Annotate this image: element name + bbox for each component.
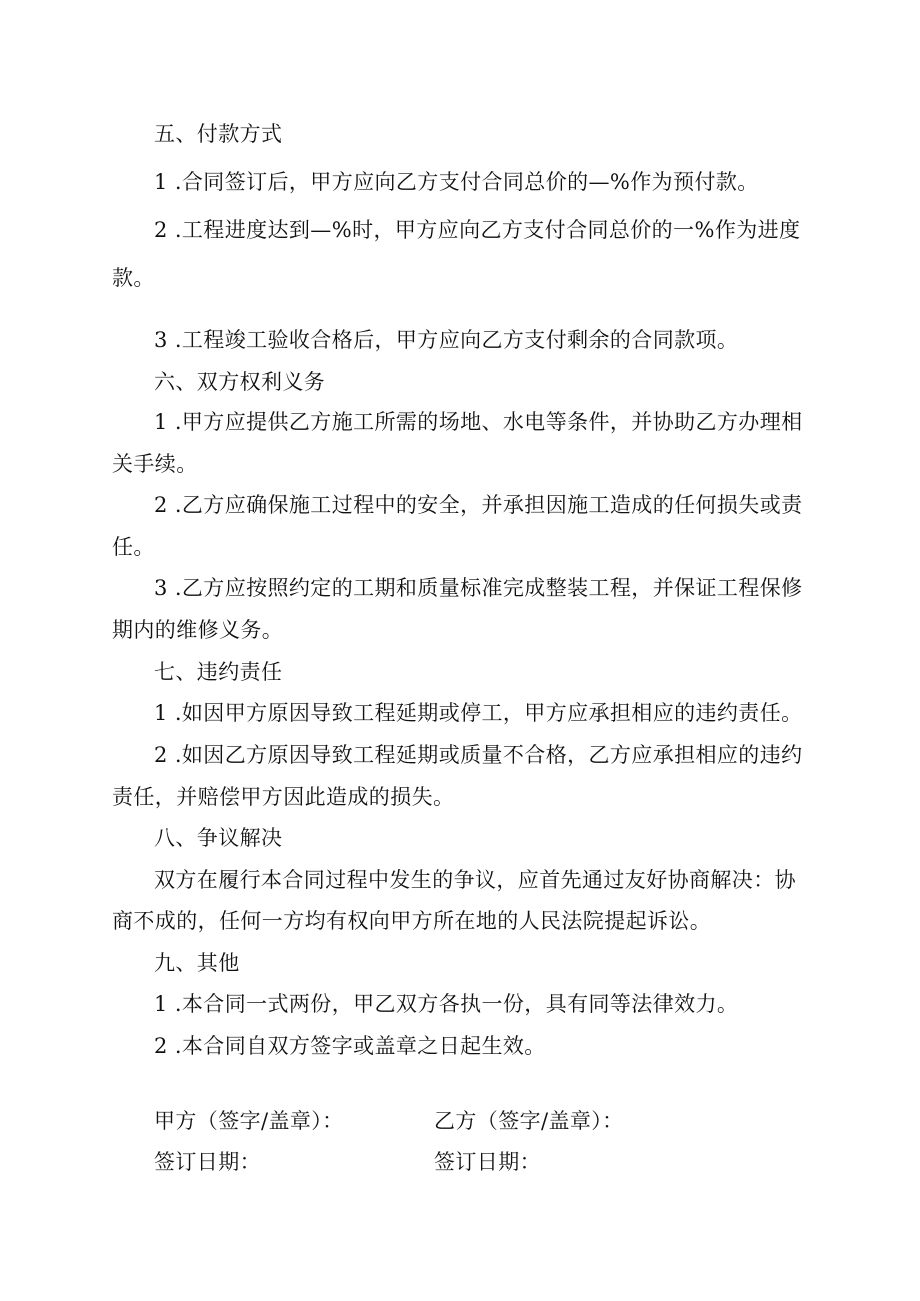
paragraph-line: 双方在履行本合同过程中发生的争议，应首先通过友好协商解决：协 (154, 868, 796, 892)
paragraph-line: 1 .合同签订后，甲方应向乙方支付合同总价的—%作为预付款。 (154, 170, 759, 194)
party-a-date-label: 签订日期： (154, 1150, 261, 1174)
paragraph-line: 任。 (112, 535, 155, 559)
party-a-signature-label: 甲方（签字/盖章）： (154, 1109, 344, 1133)
paragraph-line: 期内的维修义务。 (112, 618, 284, 642)
paragraph-line: 1 .如因甲方原因导致工程延期或停工，甲方应承担相应的违约责任。 (154, 701, 803, 725)
paragraph-line: 2 .乙方应确保施工过程中的安全，并承担因施工造成的任何损失或责 (154, 493, 803, 517)
party-b-signature-label: 乙方（签字/盖章）： (434, 1109, 624, 1133)
paragraph-line: 2 .本合同自双方签字或盖章之日起生效。 (154, 1034, 546, 1058)
section-heading-breach: 七、违约责任 (154, 660, 283, 684)
paragraph-line: 关手续。 (112, 452, 198, 476)
paragraph-line: 商不成的，任何一方均有权向甲方所在地的人民法院提起诉讼。 (112, 909, 712, 933)
paragraph-line: 责任，并赔偿甲方因此造成的损失。 (112, 785, 455, 809)
section-heading-payment: 五、付款方式 (154, 122, 283, 146)
paragraph-line: 1 .本合同一式两份，甲乙双方各执一份，具有同等法律效力。 (154, 992, 739, 1016)
party-b-date-label: 签订日期： (434, 1150, 541, 1174)
paragraph-line: 2 .如因乙方原因导致工程延期或质量不合格，乙方应承担相应的违约 (154, 743, 803, 767)
paragraph-line: 1 .甲方应提供乙方施工所需的场地、水电等条件，并协助乙方办理相 (154, 410, 803, 434)
paragraph-line: 款。 (112, 266, 155, 290)
section-heading-rights: 六、双方权利义务 (154, 370, 326, 394)
paragraph-line: 2 .工程进度达到—%时，甲方应向乙方支付合同总价的一%作为进度 (154, 218, 801, 242)
section-heading-other: 九、其他 (154, 951, 240, 975)
paragraph-line: 3 .乙方应按照约定的工期和质量标准完成整装工程，并保证工程保修 (154, 576, 803, 600)
paragraph-line: 3 .工程竣工验收合格后，甲方应向乙方支付剩余的合同款项。 (154, 328, 739, 352)
section-heading-dispute: 八、争议解决 (154, 826, 283, 850)
